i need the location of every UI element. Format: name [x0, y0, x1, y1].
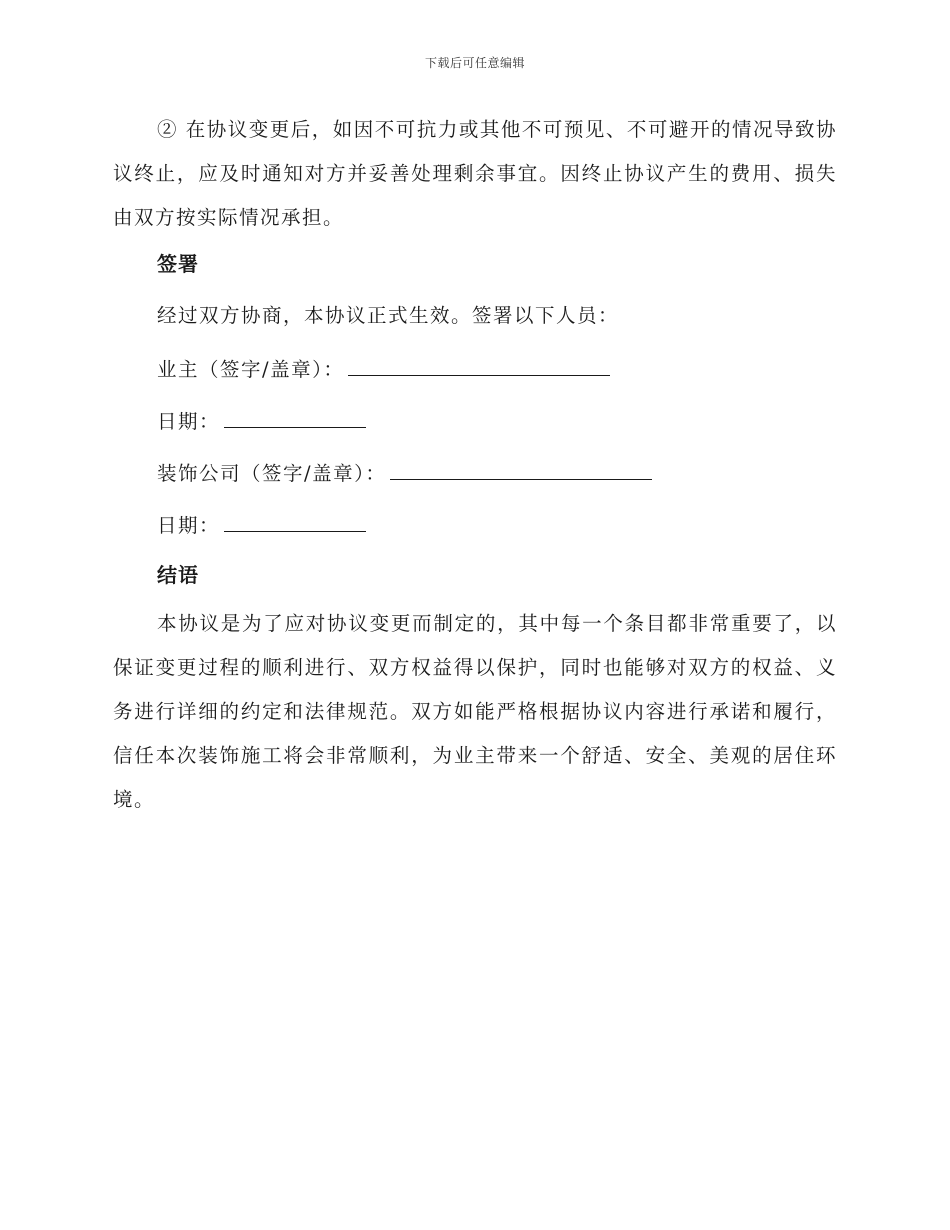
- termination-clause-paragraph: ② 在协议变更后，如因不可抗力或其他不可预见、不可避开的情况导致协议终止，应及时通知对方并妥善处理剩余事宜。因终止协议产生的费用、损失由双方按实际情况承担。: [113, 118, 837, 229]
- conclusion-paragraph: 本协议是为了应对协议变更而制定的，其中每一个条目都非常重要了，以保证变更过程的顺利进行、双方权益得以保护，同时也能够对双方的权益、义务进行详细的约定和法律规范。双方如能严格根据协议内容进行承诺和履行，信任本次装饰施工将会非常顺利，为业主带来一个舒适、安全、美观的居住环境。: [113, 612, 837, 811]
- owner-date-label: 日期：: [157, 410, 221, 433]
- company-signature-line: [113, 459, 652, 487]
- page-header: 下载后可任意编辑: [424, 56, 525, 70]
- owner-date-blank[interactable]: [224, 407, 366, 428]
- company-signature-blank[interactable]: [390, 459, 652, 480]
- company-date-line: [113, 511, 366, 539]
- conclusion-heading: 结语: [157, 563, 199, 587]
- signing-heading: 签署: [157, 252, 199, 276]
- owner-signature-label: 业主（签字/盖章）：: [157, 358, 345, 381]
- company-date-blank[interactable]: [224, 511, 366, 532]
- owner-date-line: [113, 407, 366, 435]
- owner-signature-line: [113, 355, 610, 383]
- company-signature-label: 装饰公司（签字/盖章）：: [157, 462, 387, 485]
- signing-intro: 经过双方协商，本协议正式生效。签署以下人员：: [157, 304, 620, 327]
- owner-signature-blank[interactable]: [348, 355, 610, 376]
- company-date-label: 日期：: [157, 514, 221, 537]
